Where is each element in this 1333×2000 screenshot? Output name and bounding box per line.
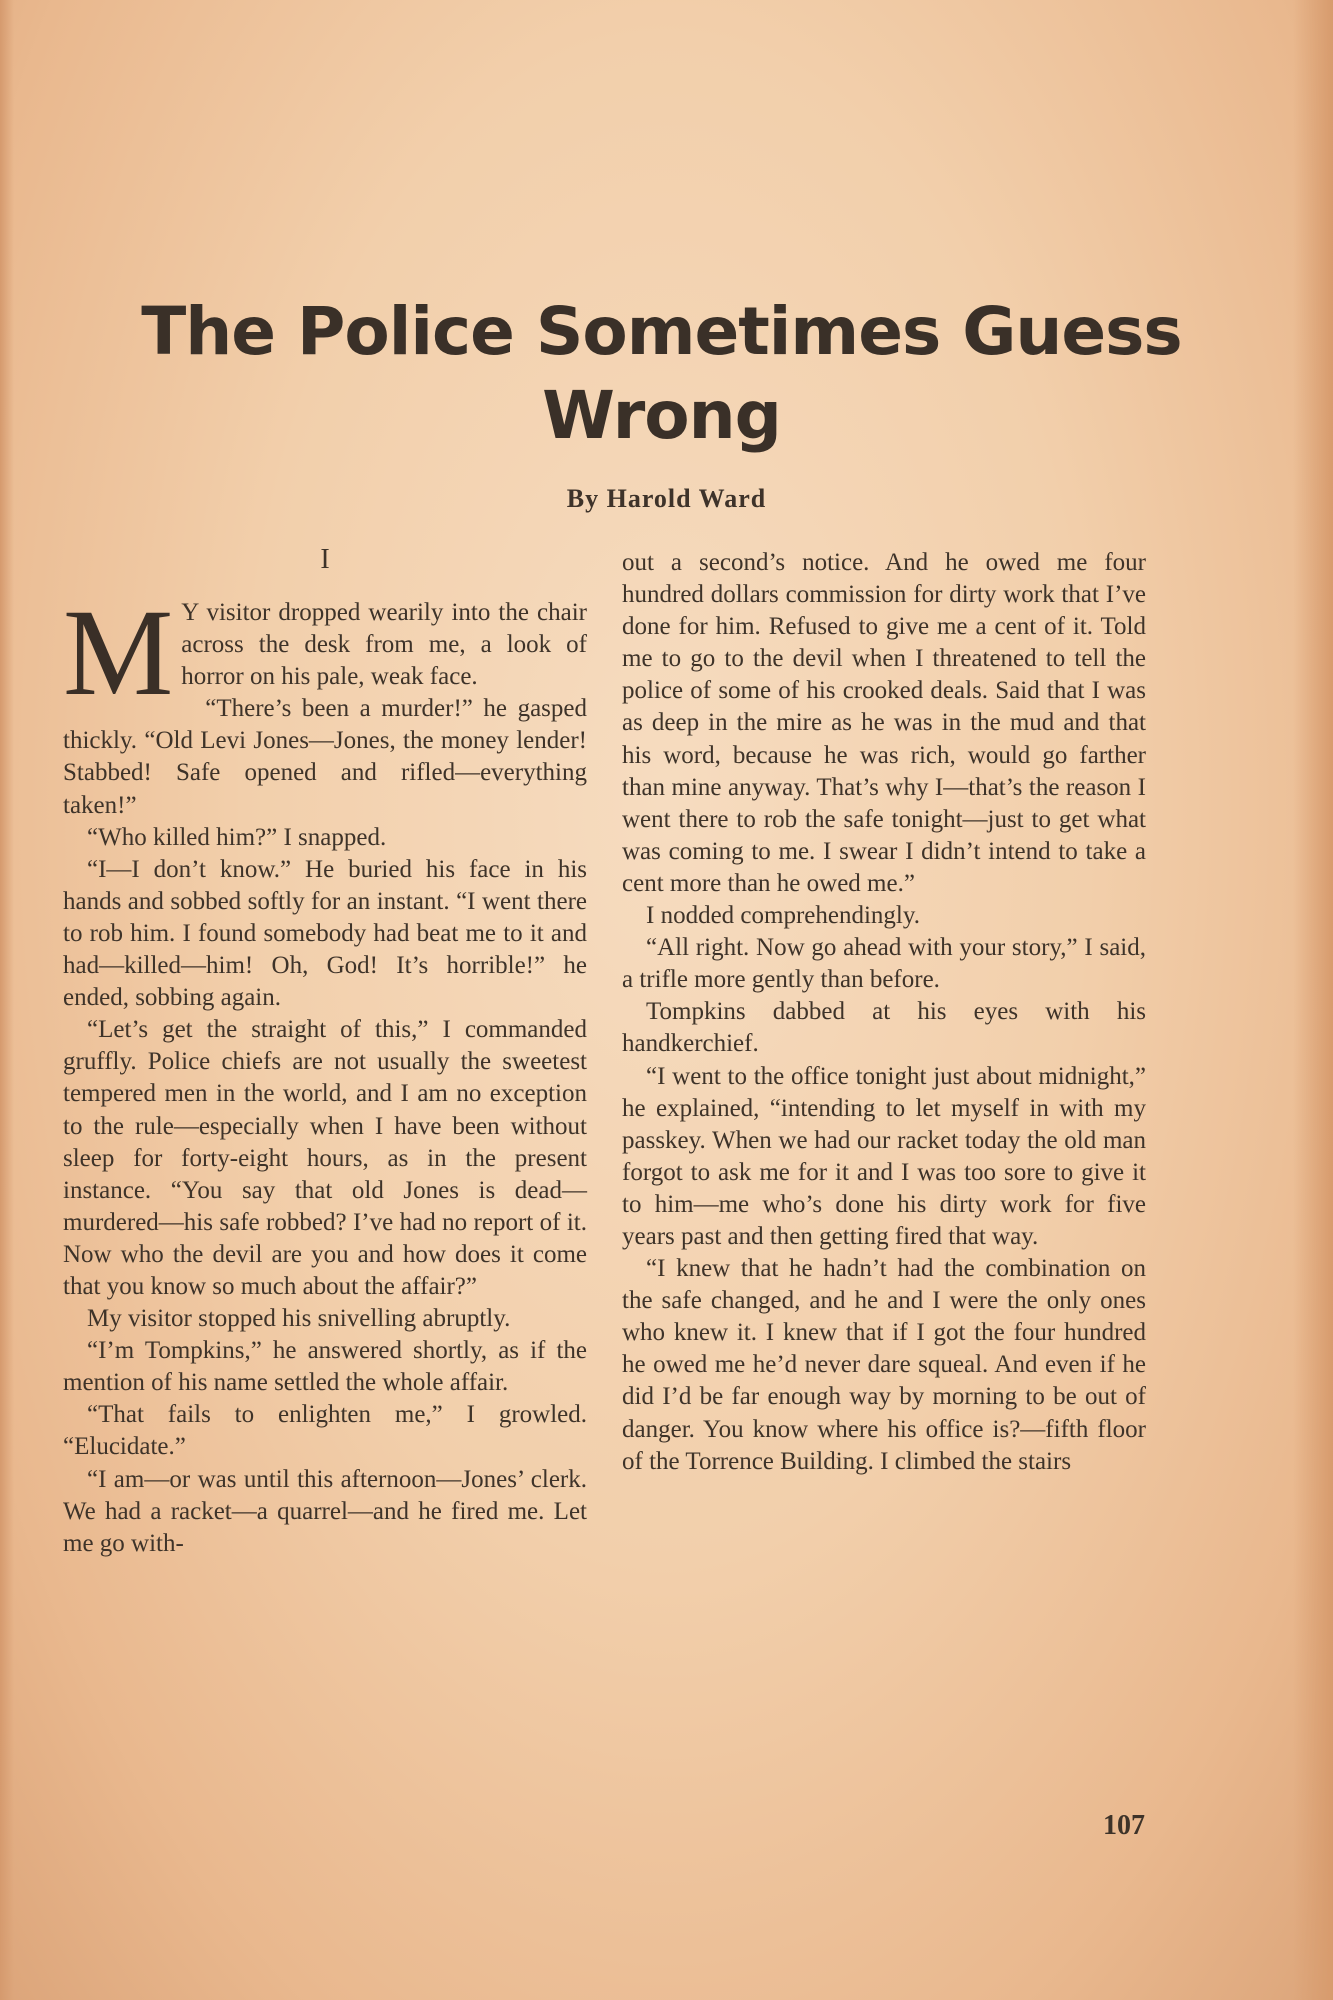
paragraph: “I—I don’t know.” He buried his face in his hands and sobbed softly for an instant. “I went there to rob him. I found somebody had beat me to it and had—killed—him! Oh, God! It’s horrible!” he ended, sobbing again. [63, 855, 587, 1012]
paragraph: “I knew that he hadn’t had the combination on the safe changed, and he and I were the only ones who knew it. I knew that if I got the four hundred he owed me he’d never dare squeal. And even if he did I’d be far enough way by morning to be out of danger. You know where his office is?—fifth floor of the Torrence Building. I climbed the stairs [622, 1255, 1146, 1475]
section-number: I [320, 544, 330, 575]
paragraph: I nodded comprehendingly. [646, 902, 920, 930]
paragraph: “I went to the office tonight just about midnight,” he explained, “intending to let myself in with my passkey. When we had our racket today the old man forgot to ask me for it and I was too sore to give it to him—me who’s done his dirty work for five years past and then getting fired that way. [622, 1062, 1146, 1250]
opening-paragraph [63, 584, 587, 721]
paragraph: “There’s been a murder!” he gasped thickly. “Old Levi Jones—Jones, the money lender! Stabbed! Safe opened and rifled—everything taken!” [63, 695, 587, 819]
paragraph: “I am—or was until this afternoon—Jones’ clerk. We had a racket—a quarrel—and he fired me. Let me go with- [63, 1465, 587, 1557]
paragraph: “Let’s get the straight of this,” I commanded gruffly. Police chiefs are not usually the sweetest tempered men in the world, and I am no exception to the rule—especially when I have been without sleep for forty-eight hours, as in the present instance. “You say that old Jones is dead—murdered—his safe robbed? I’ve had no report of it. Now who the devil are you and how does it come that you know so much about the affair?” [63, 1016, 587, 1300]
paragraph: “That fails to enlighten me,” I growled. “Elucidate.” [63, 1401, 587, 1461]
paragraph: “Who killed him?” I snapped. [87, 823, 387, 851]
title-line-1: The Police Sometimes Guess [141, 293, 1182, 370]
page-number: 107 [1103, 1810, 1145, 1841]
right-column [622, 547, 1146, 1478]
title-line-2: Wrong [542, 377, 781, 454]
paragraph: “All right. Now go ahead with your story,” I said, a trifle more gently than before. [622, 934, 1146, 994]
paragraph: Tompkins dabbed at his eyes with his handkerchief. [622, 998, 1146, 1058]
article-title [0, 290, 1333, 458]
continued-paragraph: out a second’s notice. And he owed me four hundred dollars commission for dirty work that I’ve done for him. Refused to give me a cent of it. Told me to go to the devil when I threatened to tell the police of some of his crooked deals. Said that I was as deep in the mire as he was in the mud and that his word, because he was rich, would go farther than mine anyway. That’s why I—that’s the reason I went there to rob the safe tonight—just to get what was coming to me. I swear I didn’t intend to take a cent more than he owed me.” [622, 549, 1146, 897]
left-column [63, 540, 587, 1560]
paragraph: “I’m Tompkins,” he answered shortly, as if the mention of his name settled the whole affair. [63, 1337, 587, 1397]
paragraph: My visitor stopped his snivelling abruptly. [87, 1305, 511, 1333]
opening-paragraph-text: Y visitor dropped wearily into the chair across the desk from me, a look of horror on his pale, weak face. [181, 599, 587, 691]
byline: By Harold Ward [566, 484, 767, 513]
drop-cap: M [63, 584, 174, 721]
